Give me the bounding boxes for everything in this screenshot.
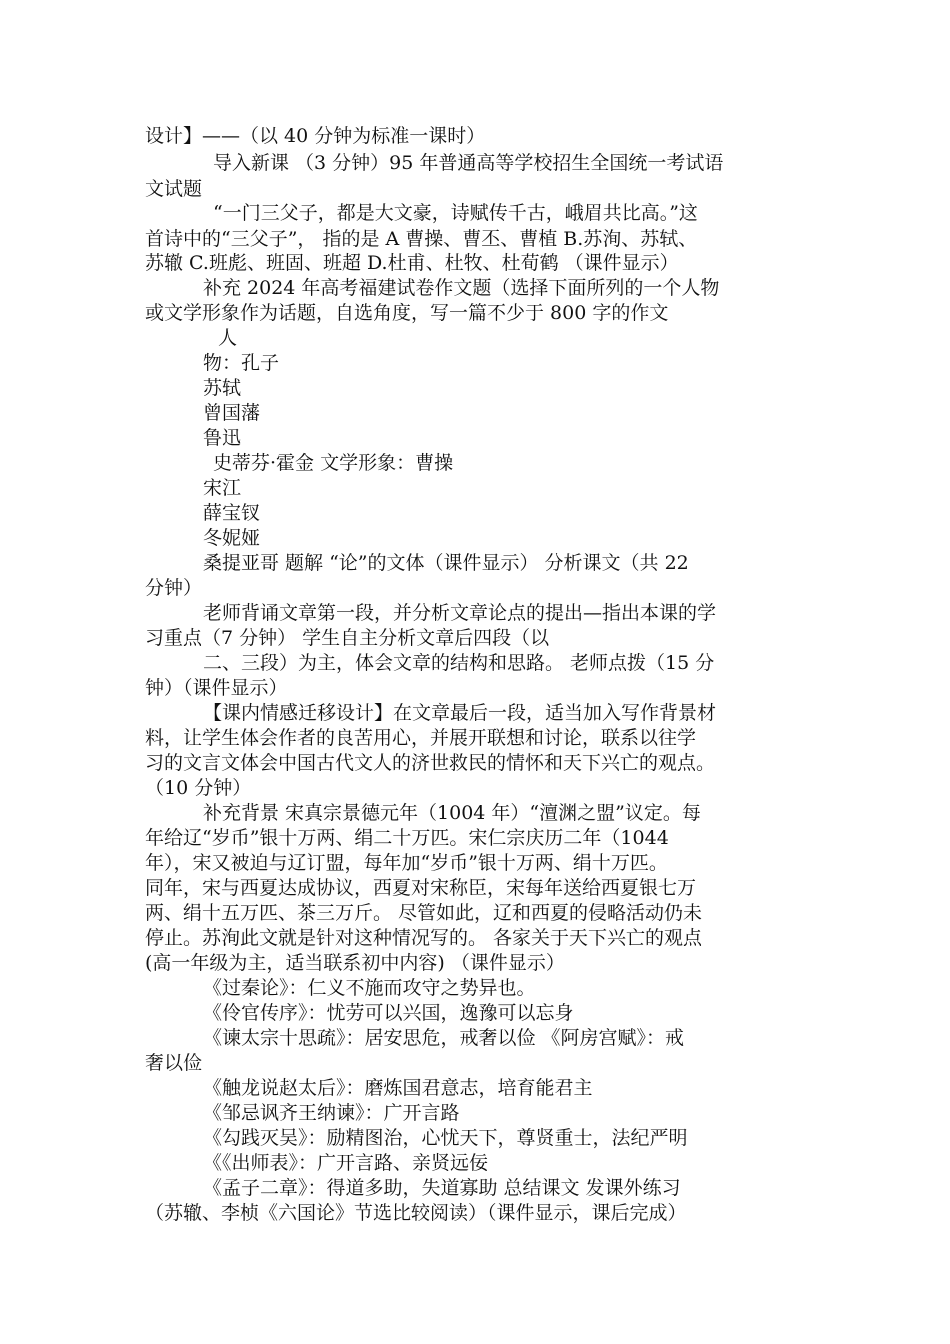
text-line: 首诗中的“三父子”， 指的是 A 曹操、曹丕、曹植 B.苏洵、苏轼、 — [145, 228, 698, 250]
text-line: 《过秦论》：仁义不施而攻守之势异也。 — [203, 977, 536, 999]
text-line: 《《出师表》：广开言路、亲贤远佞 — [203, 1152, 489, 1174]
text-line: 奢以俭 — [145, 1052, 203, 1074]
text-line: 物：孔子 — [203, 352, 280, 374]
text-line: 【课内情感迁移设计】在文章最后一段，适当加入写作背景材 — [203, 702, 717, 724]
text-line: 习重点（7 分钟） 学生自主分析文章后四段（以 — [145, 627, 550, 649]
text-line: （10 分钟） — [145, 777, 252, 799]
text-line: 设计】——（以 40 分钟为标准一课时） — [145, 125, 486, 147]
text-line: 导入新课 （3 分钟）95 年普通高等学校招生全国统一考试语 — [213, 152, 724, 174]
text-line: 桑提亚哥 题解 “论”的文体（课件显示） 分析课文（共 22 — [203, 552, 689, 574]
text-line: 同年，宋与西夏达成协议，西夏对宋称臣，宋每年送给西夏银七万 — [145, 877, 697, 899]
text-line: 《谏太宗十思疏》：居安思危，戒奢以俭 《阿房宫赋》：戒 — [203, 1027, 685, 1049]
text-line: 二、三段）为主，体会文章的结构和思路。 老师点拨（15 分 — [203, 652, 715, 674]
text-line: 史蒂芬·霍金 文学形象：曹操 — [213, 452, 454, 474]
text-line: 宋江 — [203, 477, 242, 499]
text-line: 苏轼 — [203, 377, 242, 399]
text-line: 《邹忌讽齐王纳谏》：广开言路 — [203, 1102, 460, 1124]
text-line: 分钟） — [145, 577, 203, 599]
text-line: 人 — [218, 327, 238, 349]
text-line: 习的文言文体会中国古代文人的济世救民的情怀和天下兴亡的观点。 — [145, 752, 716, 774]
text-line: 补充 2024 年高考福建试卷作文题（选择下面所列的一个人物 — [203, 277, 720, 299]
text-line: 薛宝钗 — [203, 502, 261, 524]
text-line: (高一年级为主，适当联系初中内容) （课件显示） — [145, 952, 565, 974]
text-line: 冬妮娅 — [203, 527, 261, 549]
text-line: 曾国藩 — [203, 402, 261, 424]
text-line: 《伶官传序》：忧劳可以兴国，逸豫可以忘身 — [203, 1002, 574, 1024]
text-line: 或文学形象作为话题，自选角度，写一篇不少于 800 字的作文 — [145, 302, 669, 324]
text-line: “一门三父子，都是大文豪，诗赋传千古，峨眉共比高。”这 — [213, 202, 698, 224]
text-line: 停止。苏洵此文就是针对这种情况写的。 各家关于天下兴亡的观点 — [145, 927, 703, 949]
text-line: 年给辽“岁币”银十万两、绢二十万匹。宋仁宗庆历二年（1044 — [145, 827, 669, 849]
text-line: 鲁迅 — [203, 427, 242, 449]
text-line: 钟）（课件显示） — [145, 677, 288, 699]
text-line: （苏辙、李桢《六国论》节选比较阅读）（课件显示，课后完成） — [145, 1202, 687, 1224]
text-line: 两、绢十五万匹、茶三万斤。 尽管如此，辽和西夏的侵略活动仍未 — [145, 902, 703, 924]
text-line: 老师背诵文章第一段，并分析文章论点的提出—指出本课的学 — [203, 602, 717, 624]
text-line: 苏辙 C.班彪、班固、班超 D.杜甫、杜牧、杜荀鹤 （课件显示） — [145, 252, 679, 274]
text-line: 《勾践灭吴》：励精图治，心忧天下，尊贤重士，法纪严明 — [203, 1127, 688, 1149]
text-line: 料，让学生体会作者的良苦用心，并展开联想和讨论，联系以往学 — [145, 727, 697, 749]
text-line: 补充背景 宋真宗景德元年（1004 年）“澶渊之盟”议定。每 — [203, 802, 701, 824]
text-line: 《孟子二章》：得道多助，失道寡助 总结课文 发课外练习 — [203, 1177, 681, 1199]
text-line: 文试题 — [145, 178, 203, 200]
text-line: 年），宋又被迫与辽订盟，每年加“岁币”银十万两、绢十万匹。 — [145, 852, 668, 874]
text-line: 《触龙说赵太后》：磨炼国君意志，培育能君主 — [203, 1077, 593, 1099]
